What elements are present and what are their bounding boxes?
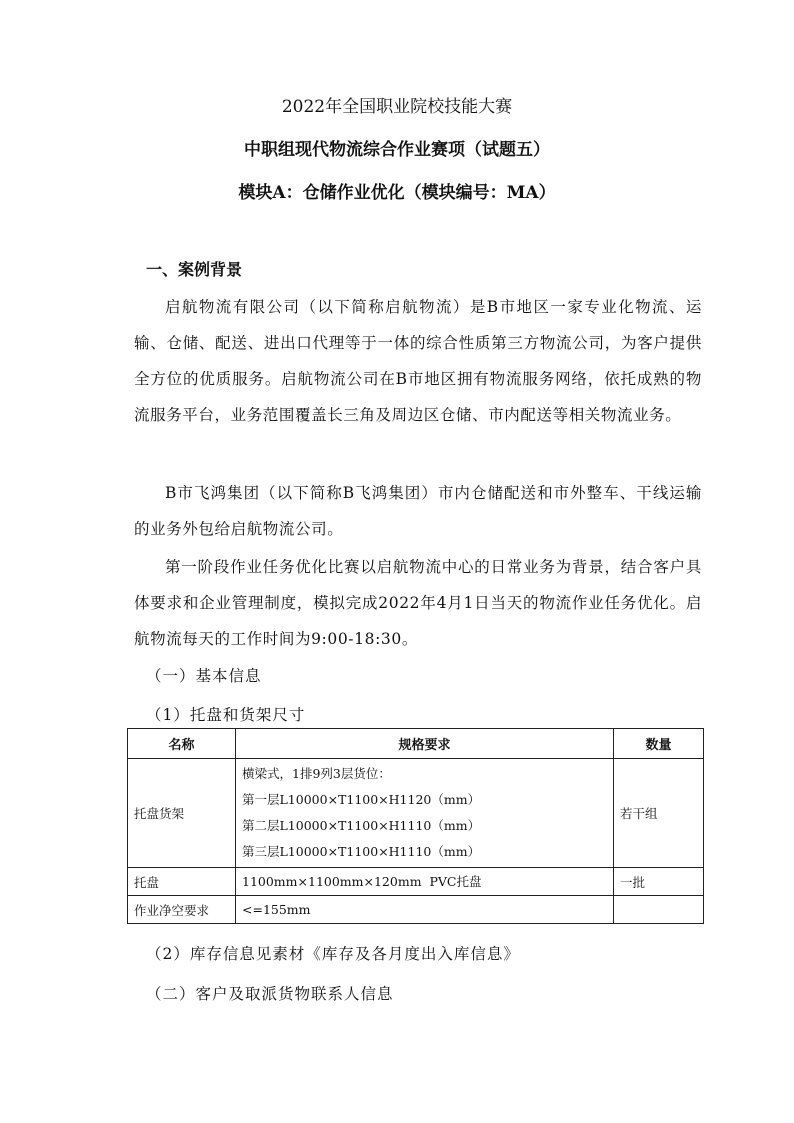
spec-line: <=155mm [242, 901, 311, 917]
cell-qty: 一批 [614, 868, 704, 896]
column-header-name: 名称 [128, 729, 236, 759]
spec-line: 1100mm×1100mm×120mm PVC托盘 [242, 873, 482, 889]
spec-line: 第二层L10000×T1100×H1110（mm） [242, 818, 481, 833]
cell-spec [236, 896, 614, 924]
spec-line: 第一层L10000×T1100×H1120（mm） [242, 792, 481, 807]
paragraph-task-intro: 第一阶段作业任务优化比赛以启航物流中心的日常业务为背景，结合客户具体要求和企业管理制度，模拟完成2022年4月1日当天的物流作业任务优化。启航物流每天的工作时间为9:00-18:30。 [134, 558, 702, 648]
cell-name: 托盘货架 [128, 759, 236, 868]
module-title: 模块A：仓储作业优化（模块编号：MA） [238, 183, 556, 203]
paragraph-client-intro: B市飞鸿集团（以下简称B飞鸿集团）市内仓储配送和市外整车、干线运输的业务外包给启航物流公司。 [134, 484, 702, 538]
cell-spec [236, 868, 614, 896]
subsection-heading-basic-info: （一）基本信息 [146, 667, 262, 685]
pallet-shelf-table [127, 728, 704, 924]
inventory-note: （2）库存信息见素材《库存及各月度出入库信息》 [146, 945, 520, 963]
column-header-spec: 规格要求 [236, 729, 614, 759]
subsection-heading-contacts: （二）客户及取派货物联系人信息 [146, 985, 394, 1003]
title-line-2: 中职组现代物流综合作业赛项（试题五） [244, 140, 550, 160]
spec-line: 第三层L10000×T1100×H1110（mm） [242, 844, 481, 859]
cell-name: 作业净空要求 [128, 896, 236, 924]
table-header-row [128, 729, 704, 759]
cell-spec [236, 759, 614, 868]
table-row [128, 759, 704, 868]
table-caption: （1）托盘和货架尺寸 [146, 706, 306, 724]
section-heading-case-background: 一、案例背景 [146, 260, 243, 279]
column-header-qty: 数量 [614, 729, 704, 759]
paragraph-company-intro: 启航物流有限公司（以下简称启航物流）是B市地区一家专业化物流、运输、仓储、配送、进出口代理等于一体的综合性质第三方物流公司，为客户提供全方位的优质服务。启航物流公司在B市地区拥有物流服务网络，依托成熟的物流服务平台，业务范围覆盖长三角及周边区仓储、市内配送等相关物流业务。 [134, 298, 702, 424]
cell-name: 托盘 [128, 868, 236, 896]
table-row [128, 868, 704, 896]
title-line-1: 2022年全国职业院校技能大赛 [281, 97, 513, 117]
table-row [128, 896, 704, 924]
cell-qty: 若干组 [614, 759, 704, 868]
spec-line: 横梁式，1排9列3层货位： [242, 766, 391, 781]
cell-qty [614, 896, 704, 924]
